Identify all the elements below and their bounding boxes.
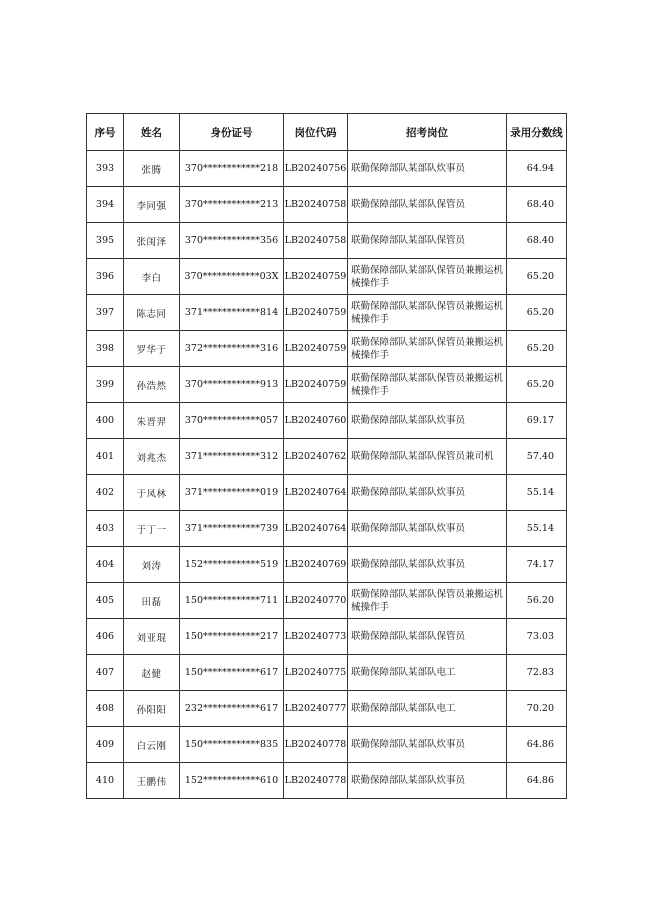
cell-id-number: 152************519: [180, 547, 284, 583]
cell-id-number: 370************213: [180, 187, 284, 223]
cell-name: 于凤林: [124, 475, 180, 511]
cell-score: 55.14: [507, 511, 567, 547]
cell-post: 联勤保障部队某部队炊事员: [348, 403, 507, 439]
table-row: [87, 439, 567, 475]
cell-score: 65.20: [507, 331, 567, 367]
cell-post: 联勤保障部队某部队保管员兼搬运机械操作手: [348, 331, 507, 367]
cell-score: 69.17: [507, 403, 567, 439]
cell-name: 李白: [124, 259, 180, 295]
cell-post: 联勤保障部队某部队电工: [348, 655, 507, 691]
cell-post-code: LB20240760: [284, 403, 348, 439]
cell-index: 406: [87, 619, 124, 655]
cell-name: 李同强: [124, 187, 180, 223]
cell-post-code: LB20240758: [284, 187, 348, 223]
cell-post-code: LB20240770: [284, 583, 348, 619]
table-row: [87, 403, 567, 439]
table-body: [87, 151, 567, 799]
cell-post-code: LB20240756: [284, 151, 348, 187]
cell-score: 68.40: [507, 187, 567, 223]
cell-score: 70.20: [507, 691, 567, 727]
cell-post-code: LB20240773: [284, 619, 348, 655]
table-header-row: [87, 114, 567, 151]
cell-score: 73.03: [507, 619, 567, 655]
table-row: [87, 223, 567, 259]
table-row: [87, 151, 567, 187]
cell-id-number: 371************312: [180, 439, 284, 475]
cell-id-number: 370************218: [180, 151, 284, 187]
table-row: [87, 547, 567, 583]
cell-id-number: 370************356: [180, 223, 284, 259]
cell-id-number: 370************03X: [180, 259, 284, 295]
cell-index: 399: [87, 367, 124, 403]
cell-index: 397: [87, 295, 124, 331]
cell-post: 联勤保障部队某部队保管员: [348, 187, 507, 223]
cell-name: 孙阳阳: [124, 691, 180, 727]
cell-post: 联勤保障部队某部队保管员: [348, 619, 507, 655]
cell-score: 68.40: [507, 223, 567, 259]
cell-score: 74.17: [507, 547, 567, 583]
cell-name: 于丁一: [124, 511, 180, 547]
table-row: [87, 763, 567, 799]
cell-post: 联勤保障部队某部队保管员兼搬运机械操作手: [348, 367, 507, 403]
cell-index: 403: [87, 511, 124, 547]
cell-name: 王鹏伟: [124, 763, 180, 799]
cell-post: 联勤保障部队某部队电工: [348, 691, 507, 727]
cell-id-number: 150************217: [180, 619, 284, 655]
table-row: [87, 583, 567, 619]
cell-post-code: LB20240759: [284, 367, 348, 403]
cell-name: 孙浩然: [124, 367, 180, 403]
cell-post: 联勤保障部队某部队保管员: [348, 223, 507, 259]
cell-index: 408: [87, 691, 124, 727]
cell-score: 72.83: [507, 655, 567, 691]
cell-id-number: 152************610: [180, 763, 284, 799]
cell-score: 64.94: [507, 151, 567, 187]
cell-name: 赵健: [124, 655, 180, 691]
cell-index: 407: [87, 655, 124, 691]
cell-index: 398: [87, 331, 124, 367]
table-row: [87, 187, 567, 223]
header-name: 姓名: [124, 114, 180, 151]
cell-post-code: LB20240769: [284, 547, 348, 583]
cell-name: 田磊: [124, 583, 180, 619]
cell-post-code: LB20240759: [284, 259, 348, 295]
cell-post: 联勤保障部队某部队炊事员: [348, 763, 507, 799]
header-index: 序号: [87, 114, 124, 151]
header-id-number: 身份证号: [180, 114, 284, 151]
cell-score: 55.14: [507, 475, 567, 511]
cell-post: 联勤保障部队某部队炊事员: [348, 727, 507, 763]
cell-score: 65.20: [507, 295, 567, 331]
cell-index: 394: [87, 187, 124, 223]
cell-name: 陈志同: [124, 295, 180, 331]
table-row: [87, 295, 567, 331]
cell-post-code: LB20240759: [284, 331, 348, 367]
cell-index: 404: [87, 547, 124, 583]
header-score: 录用分数线: [507, 114, 567, 151]
cell-post: 联勤保障部队某部队炊事员: [348, 475, 507, 511]
cell-post-code: LB20240764: [284, 475, 348, 511]
cell-index: 402: [87, 475, 124, 511]
cell-index: 396: [87, 259, 124, 295]
header-post: 招考岗位: [348, 114, 507, 151]
cell-id-number: 232************617: [180, 691, 284, 727]
cell-index: 400: [87, 403, 124, 439]
cell-post: 联勤保障部队某部队保管员兼搬运机械操作手: [348, 259, 507, 295]
cell-name: 张腾: [124, 151, 180, 187]
table-row: [87, 331, 567, 367]
table-row: [87, 259, 567, 295]
cell-id-number: 371************814: [180, 295, 284, 331]
table-row: [87, 475, 567, 511]
cell-post-code: LB20240778: [284, 727, 348, 763]
table-row: [87, 619, 567, 655]
cell-name: 白云刚: [124, 727, 180, 763]
cell-score: 64.86: [507, 727, 567, 763]
cell-post: 联勤保障部队某部队炊事员: [348, 547, 507, 583]
cell-post-code: LB20240777: [284, 691, 348, 727]
cell-name: 刘涛: [124, 547, 180, 583]
table-row: [87, 367, 567, 403]
cell-index: 393: [87, 151, 124, 187]
cell-id-number: 371************019: [180, 475, 284, 511]
cell-id-number: 372************316: [180, 331, 284, 367]
cell-post-code: LB20240778: [284, 763, 348, 799]
cell-post: 联勤保障部队某部队保管员兼搬运机械操作手: [348, 295, 507, 331]
table-row: [87, 655, 567, 691]
header-post-code: 岗位代码: [284, 114, 348, 151]
cell-score: 57.40: [507, 439, 567, 475]
cell-name: 刘兆杰: [124, 439, 180, 475]
cell-id-number: 150************617: [180, 655, 284, 691]
cell-name: 罗华于: [124, 331, 180, 367]
cell-post-code: LB20240758: [284, 223, 348, 259]
admission-table: [86, 113, 567, 799]
cell-post: 联勤保障部队某部队保管员兼司机: [348, 439, 507, 475]
cell-id-number: 371************739: [180, 511, 284, 547]
cell-index: 410: [87, 763, 124, 799]
cell-score: 56.20: [507, 583, 567, 619]
cell-post: 联勤保障部队某部队炊事员: [348, 151, 507, 187]
cell-id-number: 370************057: [180, 403, 284, 439]
cell-index: 395: [87, 223, 124, 259]
cell-post-code: LB20240764: [284, 511, 348, 547]
cell-name: 朱晋羿: [124, 403, 180, 439]
cell-post-code: LB20240762: [284, 439, 348, 475]
table-row: [87, 727, 567, 763]
cell-post: 联勤保障部队某部队炊事员: [348, 511, 507, 547]
table-row: [87, 511, 567, 547]
cell-score: 65.20: [507, 259, 567, 295]
cell-name: 张闺泽: [124, 223, 180, 259]
cell-id-number: 150************835: [180, 727, 284, 763]
cell-score: 64.86: [507, 763, 567, 799]
cell-post: 联勤保障部队某部队保管员兼搬运机械操作手: [348, 583, 507, 619]
cell-index: 405: [87, 583, 124, 619]
table-row: [87, 691, 567, 727]
cell-index: 409: [87, 727, 124, 763]
cell-index: 401: [87, 439, 124, 475]
cell-id-number: 150************711: [180, 583, 284, 619]
cell-post-code: LB20240759: [284, 295, 348, 331]
cell-post-code: LB20240775: [284, 655, 348, 691]
cell-score: 65.20: [507, 367, 567, 403]
cell-id-number: 370************913: [180, 367, 284, 403]
cell-name: 刘亚琨: [124, 619, 180, 655]
